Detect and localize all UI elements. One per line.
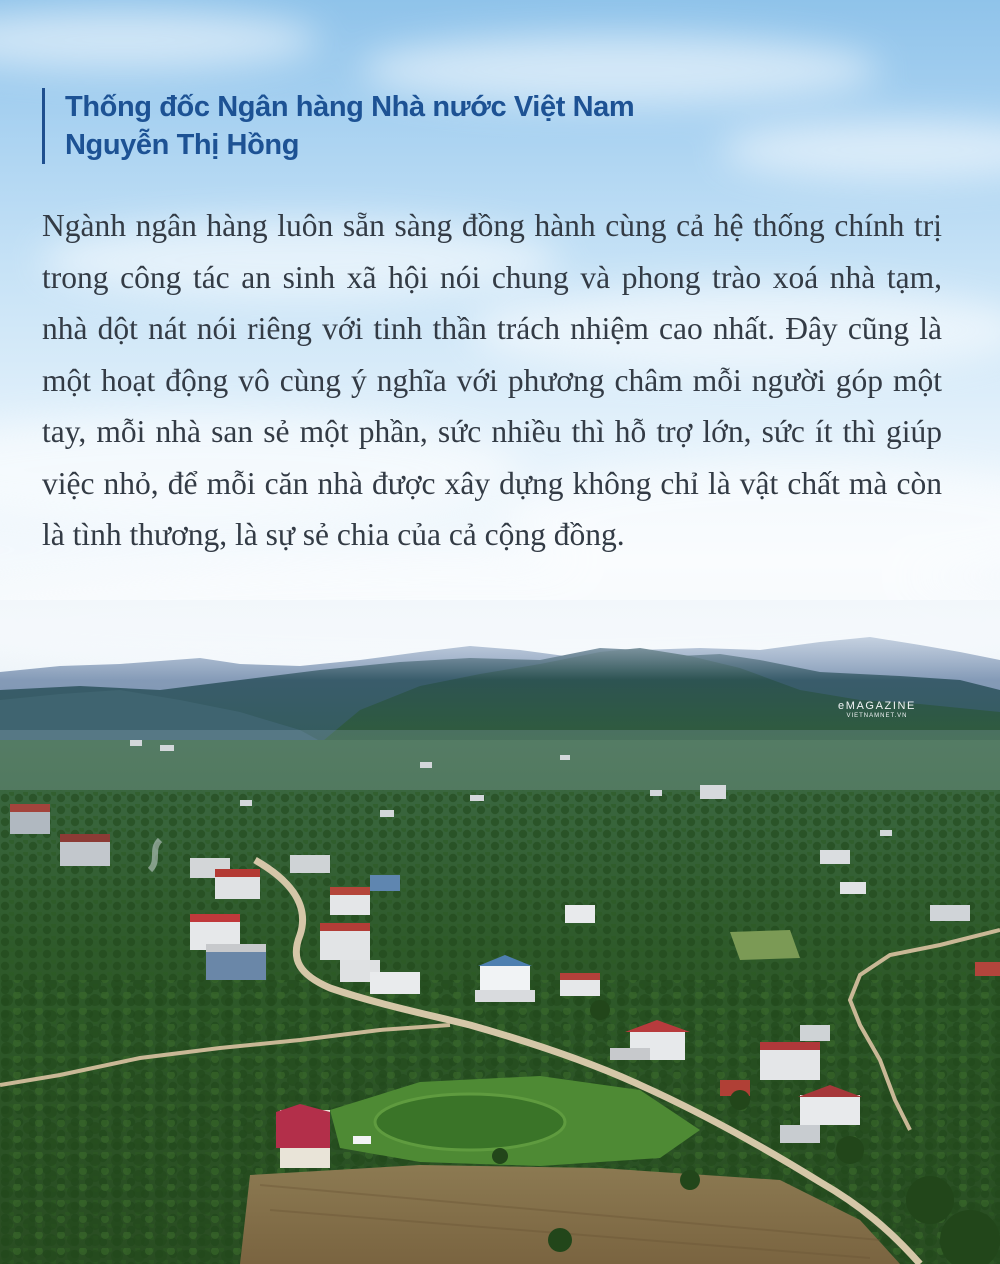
quote-text: Ngành ngân hàng luôn sẵn sàng đồng hành cùng cả hệ thống chính trị trong công tác an sinh xã hội nói chung và phong trào xoá nhà tạm, nhà dột nát nói riêng với tinh thần trách nhiệm cao nhất. Đây cũng là một hoạt động vô cùng ý nghĩa với phương châm mỗi người góp một tay, mỗi nhà san sẻ một phần, sức nhiều thì hỗ trợ lớn, sức ít thì giúp việc nhỏ, để mỗi căn nhà được xây dựng không chỉ là vật chất mà còn là tình thương, là sự sẻ chia của cả cộng đồng. <box>42 208 942 552</box>
speaker-title: Thống đốc Ngân hàng Nhà nước Việt Nam <box>65 91 635 123</box>
watermark <box>838 700 916 719</box>
speaker-block <box>42 88 942 164</box>
watermark-brand: eMAGAZINE <box>838 700 916 712</box>
watermark-site: VIETNAMNET.VN <box>846 713 908 719</box>
speaker-attribution <box>42 88 942 164</box>
speaker-name: Nguyễn Thị Hồng <box>65 129 300 161</box>
